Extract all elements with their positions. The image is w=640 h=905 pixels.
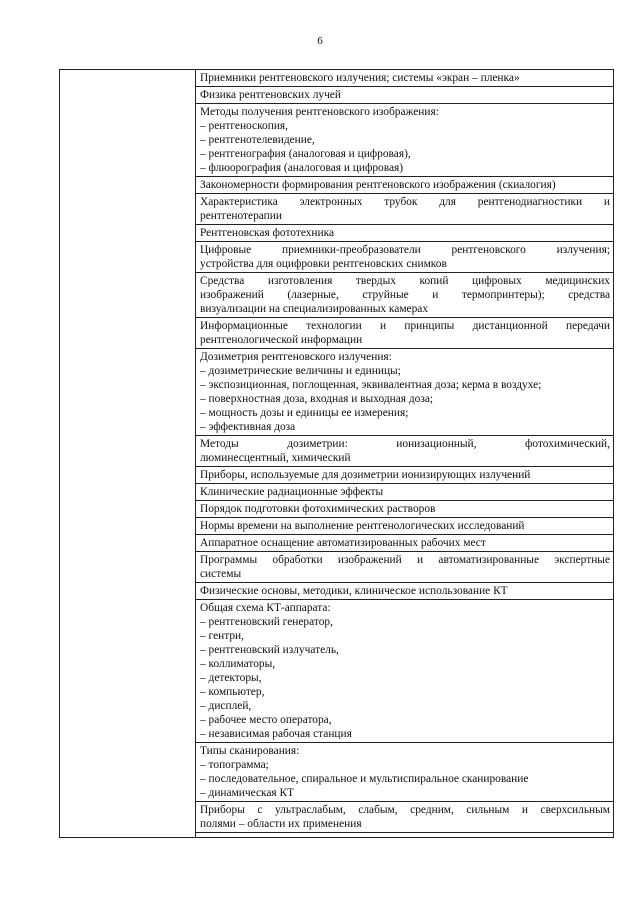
content-cell [196, 552, 614, 583]
content-cell [196, 273, 614, 318]
content-line: Физика рентгеновских лучей [200, 89, 341, 101]
left-column-cell [60, 70, 196, 838]
content-cell [196, 743, 614, 802]
content-line: – эффективная доза [200, 421, 296, 433]
content-cell [196, 501, 614, 518]
content-line: – дисплей, [200, 700, 252, 712]
content-line: Физические основы, методики, клиническое использование КТ [200, 585, 508, 597]
content-line: Приборы, используемые для дозиметрии ионизирующих излучений [200, 469, 531, 481]
content-line: – рабочее место оператора, [200, 714, 332, 726]
content-cell [196, 802, 614, 833]
content-line: – рентгенотелевидение, [200, 134, 315, 146]
content-line: Характеристика электронных трубок для рентгенодиагностики и [200, 196, 610, 208]
content-line: визуализации на специализированных камерах [200, 303, 429, 315]
content-line: изображений (лазерные, струйные и термопринтеры); средства [200, 289, 610, 301]
content-line: – динамическая КТ [200, 787, 295, 799]
page-number: 6 [317, 35, 323, 47]
content-cell [196, 600, 614, 743]
content-cell [196, 225, 614, 242]
content-cell [196, 583, 614, 600]
content-line: Средства изготовления твердых копий цифровых медицинских [200, 275, 610, 287]
content-line: системы [200, 568, 242, 580]
content-cell [196, 104, 614, 177]
content-cell [196, 535, 614, 552]
content-cell [196, 436, 614, 467]
content-line: – экспозиционная, поглощенная, эквивалентная доза; керма в воздухе; [200, 379, 542, 391]
content-cell [196, 87, 614, 104]
content-line: – независимая рабочая станция [200, 728, 352, 740]
content-cell [196, 484, 614, 501]
empty-cell [196, 833, 614, 838]
content-line: Порядок подготовки фотохимических растворов [200, 503, 436, 515]
content-line: Цифровые приемники-преобразователи рентгеновского излучения; [200, 244, 610, 256]
content-line: – поверхностная доза, входная и выходная доза; [200, 393, 434, 405]
content-cell [196, 177, 614, 194]
content-line: люминесцентный, химический [200, 452, 351, 464]
table-row [60, 70, 614, 87]
content-cell [196, 242, 614, 273]
content-line: Типы сканирования: [200, 745, 300, 757]
content-line: – детекторы, [200, 672, 262, 684]
table-body [60, 70, 614, 838]
content-line: – гентри, [200, 630, 244, 642]
content-line: Аппаратное оснащение автоматизированных рабочих мест [200, 537, 486, 549]
content-line: Приборы с ультраслабым, слабым, средним, сильным и сверхсильным [200, 804, 610, 816]
content-cell [196, 70, 614, 87]
content-line: Методы дозиметрии: ионизационный, фотохимический, [200, 438, 610, 450]
curriculum-table [59, 69, 614, 838]
content-line: – флюорография (аналоговая и цифровая) [200, 162, 404, 174]
content-line: – компьютер, [200, 686, 265, 698]
content-line: – рентгенография (аналоговая и цифровая), [200, 148, 411, 160]
content-line: полями – области их применения [200, 818, 362, 830]
content-line: Информационные технологии и принципы дистанционной передачи [200, 320, 610, 332]
content-line: Закономерности формирования рентгеновского изображения (скиалогия) [200, 179, 556, 191]
content-line: – последовательное, спиральное и мультиспиральное сканирование [200, 773, 529, 785]
content-line: Дозиметрия рентгеновского излучения: [200, 351, 392, 363]
content-line: устройства для оцифровки рентгеновских снимков [200, 258, 447, 270]
content-line: – рентгеновский излучатель, [200, 644, 339, 656]
content-line: Клинические радиационные эффекты [200, 486, 384, 498]
content-cell [196, 318, 614, 349]
content-line: рентгенологической информации [200, 334, 363, 346]
content-line: Программы обработки изображений и автоматизированные экспертные [200, 554, 610, 566]
content-cell [196, 518, 614, 535]
content-line: – мощность дозы и единицы ее измерения; [200, 407, 409, 419]
content-line: – рентгеноскопия, [200, 120, 289, 132]
content-line: Нормы времени на выполнение рентгенологических исследований [200, 520, 525, 532]
content-line: Рентгеновская фототехника [200, 227, 335, 239]
content-line: – топограмма; [200, 759, 269, 771]
content-cell [196, 349, 614, 436]
content-line: Методы получения рентгеновского изображения: [200, 106, 439, 118]
content-cell [196, 467, 614, 484]
content-line: Общая схема КТ-аппарата: [200, 602, 331, 614]
content-line: Приемники рентгеновского излучения; системы «экран – пленка» [200, 72, 520, 84]
content-line: рентгенотерапии [200, 210, 282, 222]
content-line: – дозиметрические величины и единицы; [200, 365, 401, 377]
content-line: – коллиматоры, [200, 658, 276, 670]
content-cell [196, 194, 614, 225]
content-line: – рентгеновский генератор, [200, 616, 333, 628]
